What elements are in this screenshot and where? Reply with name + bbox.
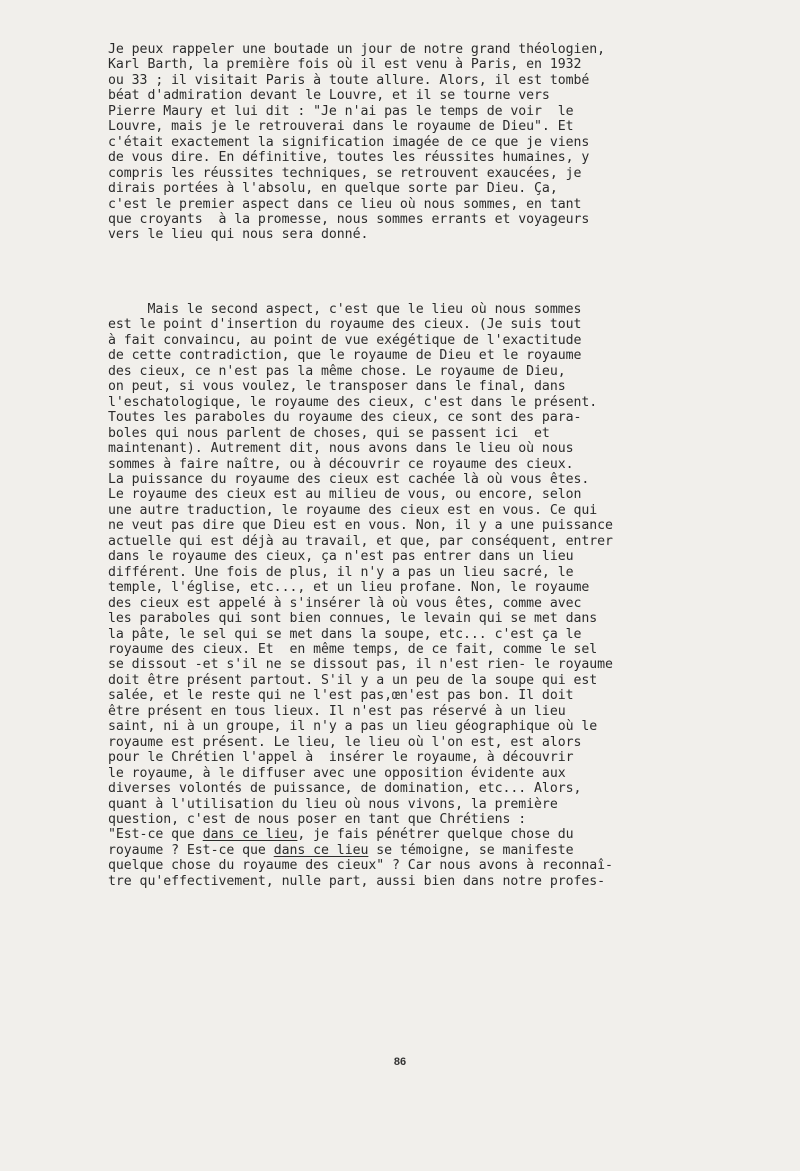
text-line: question, c'est de nous poser en tant que Chrétiens : [108,811,527,827]
text-line: actuelle qui est déjà au travail, et que, par conséquent, entrer [108,533,613,549]
page-number: 86 [393,1056,407,1068]
text-line: l'eschatologique, le royaume des cieux, c'est dans le présent. [108,394,598,410]
text-line: tre qu'effectivement, nulle part, aussi bien dans notre profes- [108,873,606,889]
text-line: des cieux est appelé à s'insérer là où vous êtes, comme avec [108,595,582,611]
text-line: le royaume, à le diffuser avec une opposition évidente aux [108,765,566,781]
text-line: que croyants à la promesse, nous sommes errants et voyageurs [108,211,590,227]
text-line: Je peux rappeler une boutade un jour de notre grand théologien, [108,42,606,57]
text-line: ne veut pas dire que Dieu est en vous. Non, il y a une puissance [108,518,613,534]
underlined-phrase: dans ce lieu [273,842,369,858]
text-line: royaume des cieux. Et en même temps, de ce fait, comme le sel [108,641,598,657]
text-line: Pierre Maury et lui dit : "Je n'ai pas le temps de voir le [108,103,574,119]
text-line: La puissance du royaume des cieux est cachée là où vous êtes. [108,471,590,487]
text-line: est le point d'insertion du royaume des cieux. (Je suis tout [108,317,582,333]
text-line: différent. Une fois de plus, il n'y a pas un lieu sacré, le [108,564,574,580]
text-line: se dissout -et s'il ne se dissout pas, il n'est rien- le royaume [108,657,613,673]
text-segment: se témoigne, se manifeste [368,842,574,858]
text-line: on peut, si vous voulez, le transposer dans le final, dans [108,379,566,395]
text-line: royaume est présent. Le lieu, le lieu où l'on est, est alors [108,734,582,750]
underlined-phrase: dans ce lieu [202,827,298,843]
text-line: ou 33 ; il visitait Paris à toute allure. Alors, il est tombé [108,72,590,88]
text-line: compris les réussites techniques, se retrouvent exaucées, je [108,165,582,181]
text-line: de cette contradiction, que le royaume de Dieu et le royaume [108,348,582,364]
text-line: béat d'admiration devant le Louvre, et il se tourne vers [108,88,550,104]
text-segment: royaume ? Est-ce que [108,842,274,858]
text-line: salée, et le reste qui ne l'est pas,œn'est pas bon. Il doit [108,688,574,704]
text-line: Toutes les paraboles du royaume des cieux, ce sont des para- [108,410,582,426]
text-segment: "Est-ce que [108,827,203,843]
text-line: pour le Chrétien l'appel à insérer le royaume, à découvrir [108,750,574,766]
text-line: doit être présent partout. S'il y a un peu de la soupe qui est [108,672,598,688]
text-line: la pâte, le sel qui se met dans la soupe, etc... c'est ça le [108,626,582,642]
text-line: dirais portées à l'absolu, en quelque sorte par Dieu. Ça, [108,181,558,197]
text-line: Karl Barth, la première fois où il est venu à Paris, en 1932 [108,57,582,73]
text-line: c'est le premier aspect dans ce lieu où nous sommes, en tant [108,196,582,212]
text-line: boles qui nous parlent de choses, qui se passent ici et [108,425,550,441]
text-line: temple, l'église, etc..., et un lieu profane. Non, le royaume [108,580,590,596]
text-line: une autre traduction, le royaume des cieux est en vous. Ce qui [108,502,598,518]
text-line: diverses volontés de puissance, de domination, etc... Alors, [108,781,582,797]
text-line: sommes à faire naître, ou à découvrir ce royaume des cieux. [108,456,574,472]
text-line: maintenant). Autrement dit, nous avons dans le lieu où nous [108,441,574,457]
text-line: de vous dire. En définitive, toutes les réussites humaines, y [108,150,590,166]
text-segment: , je fais pénétrer quelque chose du [297,827,574,843]
text-line: c'était exactement la signification imagée de ce que je viens [108,134,590,150]
text-line: vers le lieu qui nous sera donné. [108,227,369,243]
text-line: quant à l'utilisation du lieu où nous vivons, la première [108,796,558,812]
text-line: quelque chose du royaume des cieux" ? Car nous avons à reconnaî- [108,858,613,874]
text-line: des cieux, ce n'est pas la même chose. Le royaume de Dieu, [108,363,566,379]
text-line: être présent en tous lieux. Il n'est pas réservé à un lieu [108,703,566,719]
text-line: Mais le second aspect, c'est que le lieu où nous sommes [108,302,582,317]
text-line: Louvre, mais je le retrouverai dans le royaume de Dieu". Et [108,119,574,135]
paragraph-2 [108,302,668,889]
text-line: Le royaume des cieux est au milieu de vous, ou encore, selon [108,487,582,503]
paragraph-1 [108,42,668,243]
text-line-underlined [108,827,668,842]
text-line-underlined [108,843,668,858]
text-line: saint, ni à un groupe, il n'y a pas un lieu géographique où le [108,719,598,735]
text-line: à fait convaincu, au point de vue exégétique de l'exactitude [108,332,582,348]
text-line: dans le royaume des cieux, ça n'est pas entrer dans un lieu [108,549,574,565]
text-line: les paraboles qui sont bien connues, le levain qui se met dans [108,611,598,627]
